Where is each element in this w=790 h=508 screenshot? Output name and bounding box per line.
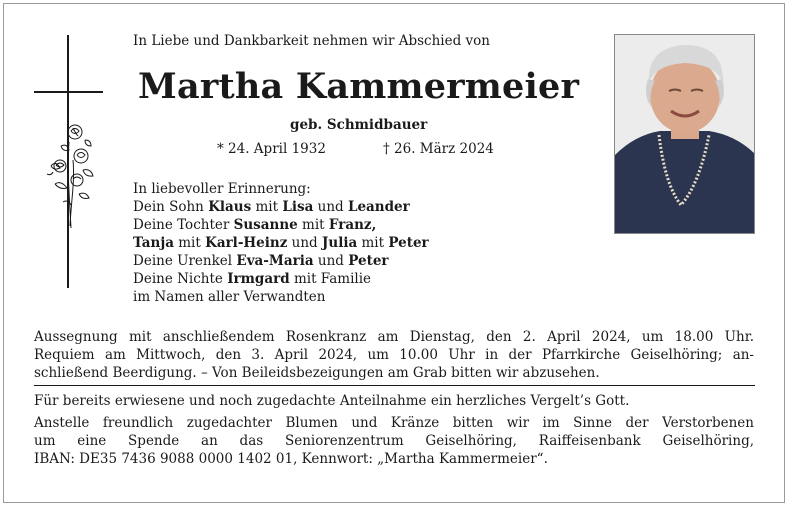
maiden-name: geb. Schmidbauer: [290, 117, 428, 133]
funeral-line: Aussegnung mit anschließendem Rosenkranz am Dienstag, den 2. April 2024, um 18.00 Uhr.: [34, 329, 754, 345]
family-name: Peter: [388, 235, 429, 251]
family-text: mit: [297, 217, 329, 233]
family-line: [133, 234, 429, 252]
family-line: [133, 180, 429, 198]
family-name: Franz,: [328, 217, 377, 233]
family-line: [133, 252, 429, 270]
family-name: Susanne: [233, 217, 298, 233]
cross-bar: [34, 91, 103, 93]
family-name: Irmgard: [227, 271, 290, 287]
funeral-line: Requiem am Mittwoch, den 3. April 2024, um 10.00 Uhr in der Pfarrkirche Geiselhöring; an-: [34, 347, 754, 363]
family-text: Deine Urenkel: [133, 253, 237, 269]
thanks-text: Für bereits erwiesene und noch zugedachte Anteilnahme ein herzliches Vergelt’s Gott.: [34, 393, 630, 409]
family-text: In liebevoller Erinnerung:: [133, 181, 311, 197]
family-text: mit: [173, 235, 206, 251]
family-text: im Namen aller Verwandten: [133, 289, 326, 305]
family-name: Tanja: [133, 235, 174, 251]
roses-icon: [45, 122, 97, 230]
family-name: Karl-Heinz: [205, 235, 288, 251]
family-line: [133, 270, 429, 288]
donation-line: um eine Spende an das Seniorenzentrum Geiselhöring, Raiffeisenbank Geiselhöring,: [34, 433, 754, 449]
family-name: Leander: [347, 199, 410, 215]
donation-line: IBAN: DE35 7436 9088 0000 1402 01, Kennwort: „Martha Kammermeier“.: [34, 451, 548, 467]
funeral-info: [34, 328, 754, 382]
family-line: [133, 198, 429, 216]
family-text: Deine Tochter: [133, 217, 234, 233]
family-text: Dein Sohn: [133, 199, 209, 215]
family-name: Peter: [348, 253, 389, 269]
family-name: Julia: [322, 235, 358, 251]
divider: [34, 385, 755, 386]
family-name: Lisa: [282, 199, 314, 215]
death-date: † 26. März 2024: [383, 141, 494, 157]
portrait-photo: [614, 34, 755, 234]
portrait-illustration: [615, 35, 754, 233]
birth-date: * 24. April 1932: [217, 141, 326, 157]
deceased-name: Martha Kammermeier: [138, 66, 580, 107]
family-text: mit: [357, 235, 389, 251]
donation-line: Anstelle freundlich zugedachter Blumen und Kränze bitten wir im Sinne der Verstorbenen: [34, 415, 754, 431]
donation-info: [34, 414, 754, 468]
family-list: [133, 180, 429, 306]
family-text: Deine Nichte: [133, 271, 228, 287]
family-line: [133, 216, 429, 234]
family-text: und: [313, 199, 348, 215]
family-text: mit Familie: [289, 271, 372, 287]
intro-text: In Liebe und Dankbarkeit nehmen wir Abschied von: [133, 33, 490, 49]
family-text: und: [313, 253, 349, 269]
family-name: Eva-Maria: [236, 253, 314, 269]
family-name: Klaus: [208, 199, 252, 215]
family-text: und: [287, 235, 322, 251]
family-text: mit: [251, 199, 283, 215]
family-line: [133, 288, 429, 306]
funeral-line: schließend Beerdigung. – Von Beileidsbezeigungen am Grab bitten wir abzusehen.: [34, 365, 600, 381]
